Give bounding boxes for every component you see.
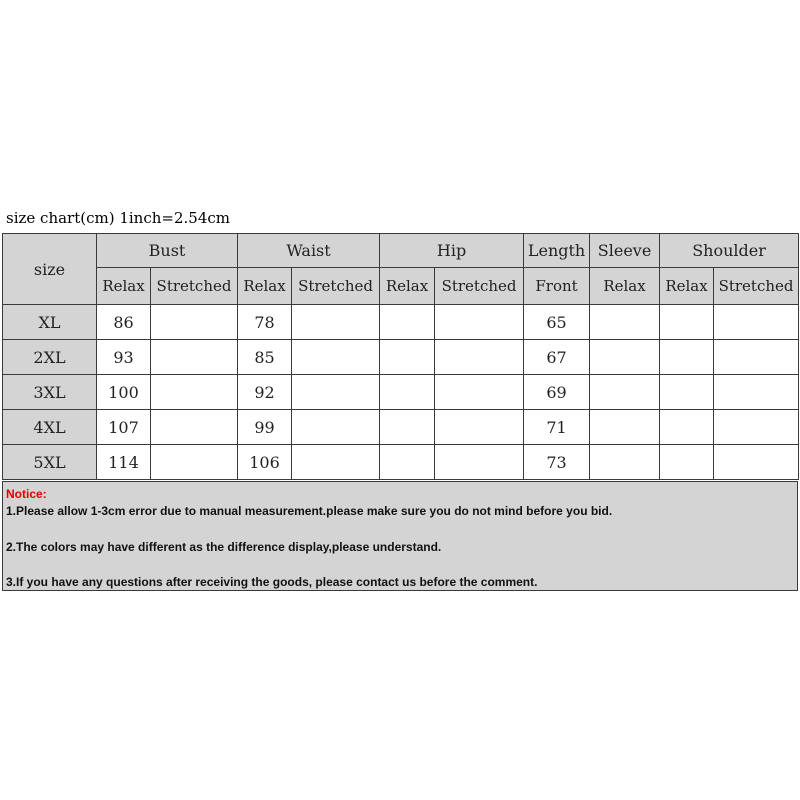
- sleeve-relax-cell: [590, 305, 660, 340]
- subheader-hip-stretched: Stretched: [435, 268, 524, 305]
- length-front-cell: 73: [524, 445, 590, 480]
- notice-line: 2.The colors may have different as the difference display,please understand.: [6, 540, 442, 554]
- hip-relax-cell: [380, 340, 435, 375]
- subheader-shoulder-stretched: Stretched: [714, 268, 799, 305]
- size-column-header: size: [3, 234, 97, 305]
- hip-stretched-cell: [435, 410, 524, 445]
- group-header-sleeve: Sleeve: [590, 234, 660, 268]
- hip-relax-cell: [380, 410, 435, 445]
- shoulder-relax-cell: [660, 305, 714, 340]
- size-label: 3XL: [3, 375, 97, 410]
- subheader-bust-relax: Relax: [97, 268, 151, 305]
- hip-relax-cell: [380, 445, 435, 480]
- shoulder-stretched-cell: [714, 305, 799, 340]
- size-label: 2XL: [3, 340, 97, 375]
- group-header-waist: Waist: [238, 234, 380, 268]
- sleeve-relax-cell: [590, 410, 660, 445]
- shoulder-stretched-cell: [714, 445, 799, 480]
- group-header-shoulder: Shoulder: [660, 234, 799, 268]
- subheader-hip-relax: Relax: [380, 268, 435, 305]
- waist-stretched-cell: [292, 445, 380, 480]
- hip-relax-cell: [380, 375, 435, 410]
- subheader-length-front: Front: [524, 268, 590, 305]
- size-label: XL: [3, 305, 97, 340]
- shoulder-relax-cell: [660, 410, 714, 445]
- shoulder-stretched-cell: [714, 375, 799, 410]
- bust-stretched-cell: [151, 375, 238, 410]
- shoulder-relax-cell: [660, 445, 714, 480]
- waist-stretched-cell: [292, 375, 380, 410]
- shoulder-stretched-cell: [714, 340, 799, 375]
- bust-stretched-cell: [151, 445, 238, 480]
- length-front-cell: 69: [524, 375, 590, 410]
- shoulder-relax-cell: [660, 340, 714, 375]
- waist-stretched-cell: [292, 340, 380, 375]
- table-row: [3, 375, 799, 410]
- sleeve-relax-cell: [590, 375, 660, 410]
- notice-line: 1.Please allow 1-3cm error due to manual measurement.please make sure you do not mind before you bid.: [6, 504, 613, 518]
- header-row-groups: [3, 234, 799, 268]
- table-row: [3, 305, 799, 340]
- subheader-sleeve-relax: Relax: [590, 268, 660, 305]
- bust-relax-cell: 93: [97, 340, 151, 375]
- notice-line: 3.If you have any questions after receiving the goods, please contact us before the comment.: [6, 575, 538, 589]
- shoulder-relax-cell: [660, 375, 714, 410]
- bust-relax-cell: 114: [97, 445, 151, 480]
- subheader-bust-stretched: Stretched: [151, 268, 238, 305]
- length-front-cell: 67: [524, 340, 590, 375]
- notice-title: Notice:: [6, 487, 47, 501]
- waist-stretched-cell: [292, 305, 380, 340]
- group-header-length: Length: [524, 234, 590, 268]
- length-front-cell: 71: [524, 410, 590, 445]
- subheader-waist-relax: Relax: [238, 268, 292, 305]
- subheader-waist-stretched: Stretched: [292, 268, 380, 305]
- waist-stretched-cell: [292, 410, 380, 445]
- table-row: [3, 410, 799, 445]
- hip-relax-cell: [380, 305, 435, 340]
- waist-relax-cell: 106: [238, 445, 292, 480]
- table-row: [3, 340, 799, 375]
- waist-relax-cell: 99: [238, 410, 292, 445]
- hip-stretched-cell: [435, 445, 524, 480]
- size-chart-table: [2, 233, 799, 480]
- hip-stretched-cell: [435, 340, 524, 375]
- bust-relax-cell: 100: [97, 375, 151, 410]
- waist-relax-cell: 78: [238, 305, 292, 340]
- bust-stretched-cell: [151, 340, 238, 375]
- bust-stretched-cell: [151, 305, 238, 340]
- size-chart-caption: size chart(cm) 1inch=2.54cm: [6, 209, 230, 227]
- group-header-bust: Bust: [97, 234, 238, 268]
- table-row: [3, 445, 799, 480]
- hip-stretched-cell: [435, 375, 524, 410]
- size-label: 5XL: [3, 445, 97, 480]
- hip-stretched-cell: [435, 305, 524, 340]
- sleeve-relax-cell: [590, 445, 660, 480]
- bust-relax-cell: 107: [97, 410, 151, 445]
- subheader-shoulder-relax: Relax: [660, 268, 714, 305]
- header-row-measures: [3, 268, 799, 305]
- bust-relax-cell: 86: [97, 305, 151, 340]
- size-label: 4XL: [3, 410, 97, 445]
- waist-relax-cell: 85: [238, 340, 292, 375]
- waist-relax-cell: 92: [238, 375, 292, 410]
- length-front-cell: 65: [524, 305, 590, 340]
- bust-stretched-cell: [151, 410, 238, 445]
- notice-box: [2, 481, 798, 591]
- shoulder-stretched-cell: [714, 410, 799, 445]
- group-header-hip: Hip: [380, 234, 524, 268]
- sleeve-relax-cell: [590, 340, 660, 375]
